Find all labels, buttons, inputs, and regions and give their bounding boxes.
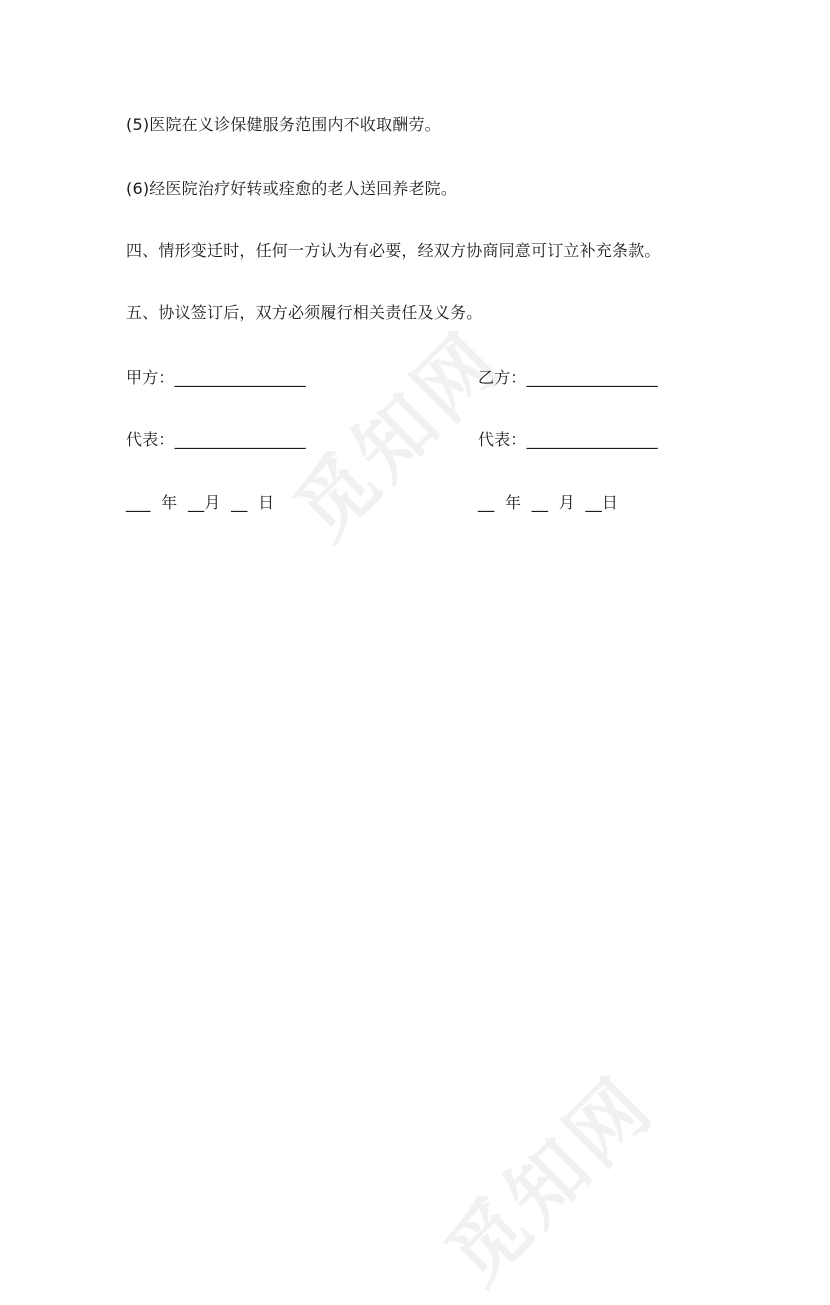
clause-5-text: 五、协议签订后，双方必须履行相关责任及义务。 bbox=[126, 303, 483, 322]
representative-a-line: 代表：________________ bbox=[126, 430, 306, 449]
date-a-line: ___ 年 __月 __ 日 bbox=[126, 493, 275, 512]
party-a-line: 甲方：________________ bbox=[126, 368, 306, 387]
date-b-line: __ 年 __ 月 __日 bbox=[478, 493, 619, 512]
party-b-line: 乙方：________________ bbox=[478, 368, 658, 387]
item-6-text: (6)经医院治疗好转或痊愈的老人送回养老院。 bbox=[126, 179, 458, 198]
clause-4-text: 四、情形变迁时，任何一方认为有必要，经双方协商同意可订立补充条款。 bbox=[126, 241, 661, 260]
watermark-bottom: 觅知网 bbox=[430, 1060, 672, 1302]
representative-b-line: 代表：________________ bbox=[478, 430, 658, 449]
watermark: 觅知网 bbox=[278, 315, 520, 557]
item-5-text: (5)医院在义诊保健服务范围内不收取酬劳。 bbox=[126, 115, 441, 134]
